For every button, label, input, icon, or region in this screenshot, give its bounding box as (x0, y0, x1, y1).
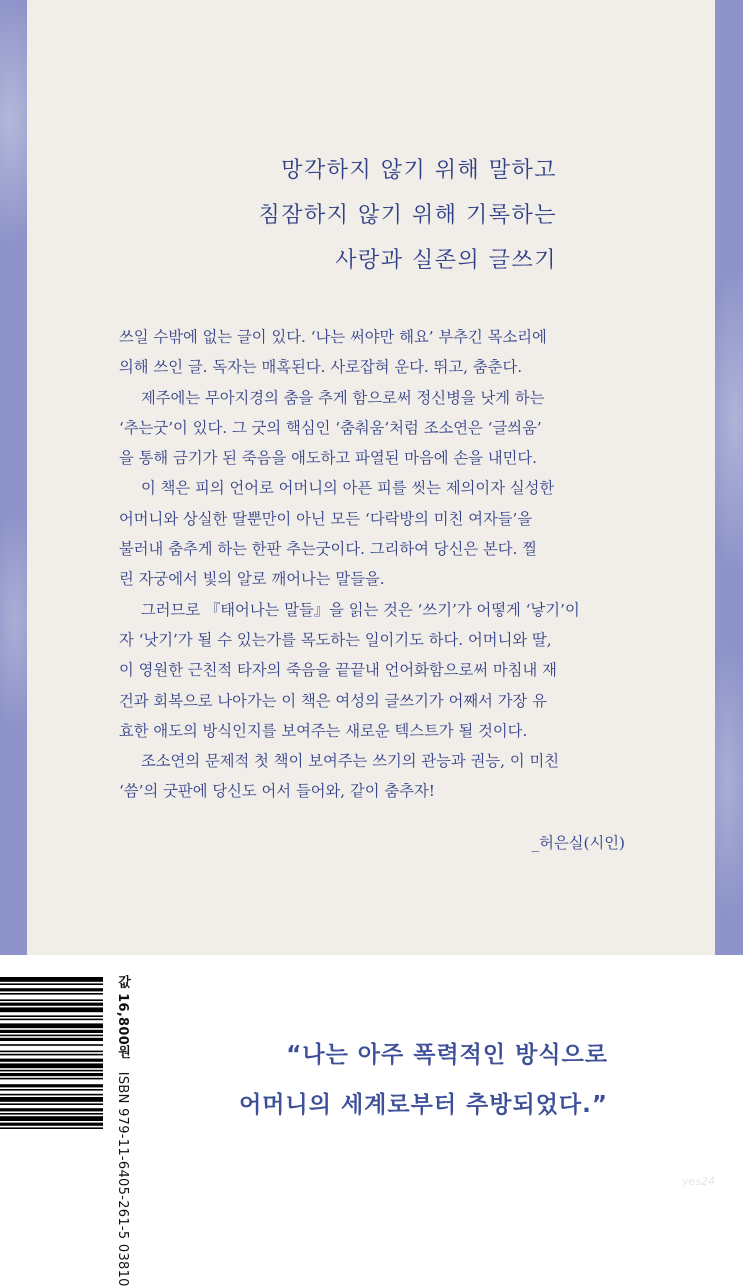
barcode-bar (0, 1123, 103, 1126)
blurb-line: 의해 쓰인 글. 독자는 매혹된다. 사로잡혀 운다. 뛰고, 춤춘다. (119, 358, 523, 377)
barcode-bar (0, 1063, 103, 1068)
blurb-line: 을 통해 금기가 된 죽음을 애도하고 파열된 마음에 손을 내민다. (119, 449, 538, 468)
blurb-line: ‘씀’의 굿판에 당신도 어서 들어와, 같이 춤추자! (119, 782, 435, 801)
barcode-bar (0, 1127, 103, 1129)
headline-line: 망각하지 않기 위해 말하고 (281, 158, 557, 183)
barcode-bar (0, 1030, 103, 1033)
barcode-bar (0, 1073, 103, 1076)
blurb-line: 효한 애도의 방식인지를 보여주는 새로운 텍스트가 될 것이다. (119, 721, 528, 740)
blurb-line: 린 자궁에서 빛의 알로 깨어나는 말들을. (119, 570, 385, 589)
barcode-bar (0, 1059, 103, 1062)
pull-quote-line: “나는 아주 폭력적인 방식으로 (286, 1042, 608, 1068)
blurb-text (119, 322, 607, 807)
barcode-bar (0, 1097, 103, 1102)
blurb-line: 이 영원한 근친적 타자의 죽음을 끝끝내 언어화함으로써 마침내 재 (119, 661, 557, 680)
blurb-line: 그러므로 『태어나는 말들』을 읽는 것은 ‘쓰기’가 어떻게 ‘낳기’이 (141, 600, 580, 619)
blurb-line: 제주에는 무아지경의 춤을 추게 함으로써 정신병을 낫게 하는 (141, 388, 545, 407)
barcode-bar (0, 1038, 103, 1041)
blurb-line: 자 ‘낫기’가 될 수 있는가를 목도하는 일이기도 하다. 어머니와 딸, (119, 630, 552, 649)
barcode-bar (0, 1007, 103, 1012)
barcode-bar (0, 1084, 103, 1087)
barcode-bar (0, 1116, 103, 1121)
barcode-bar (0, 1103, 103, 1105)
barcode-bar (0, 1015, 103, 1017)
barcode-icon (0, 975, 103, 1180)
barcode-bar (0, 1051, 103, 1053)
barcode-bar (0, 1035, 103, 1037)
headline-line: 침잠하지 않기 위해 기록하는 (258, 203, 557, 228)
barcode-bar (0, 1113, 103, 1115)
blurb-line: 어머니와 상실한 딸뿐만이 아닌 모든 ‘다락방의 미친 여자들’을 (119, 509, 533, 528)
headline (258, 148, 557, 283)
attribution: _허은실(시인) (531, 834, 625, 852)
barcode-bar (0, 1023, 103, 1028)
barcode-bar (0, 1019, 103, 1021)
pull-quote (239, 1030, 608, 1130)
barcode-bar (0, 1078, 103, 1080)
blurb-line: 쓰일 수밖에 없는 글이 있다. ‘나는 써야만 해요’ 부추긴 목소리에 (119, 328, 547, 346)
barcode-bar (0, 1094, 103, 1096)
barcode-bar (0, 1044, 103, 1046)
barcode-bar (0, 1108, 103, 1111)
pull-quote-line: 어머니의 세계로부터 추방되었다.” (239, 1092, 608, 1118)
barcode-bar (0, 1003, 103, 1006)
blurb-line: 이 책은 피의 언어로 어머니의 아픈 피를 씻는 제의이자 실성한 (141, 479, 555, 498)
barcode-bar (0, 988, 103, 991)
barcode-bar (0, 1089, 103, 1091)
blurb-line: 조소연의 문제적 첫 책이 보여주는 쓰기의 관능과 권능, 이 미친 (141, 752, 560, 771)
headline-line: 사랑과 실존의 글쓰기 (335, 248, 557, 273)
blurb-line: ‘추는굿’이 있다. 그 굿의 핵심인 ‘춤춰움’처럼 조소연은 ‘글씌움’ (119, 418, 542, 437)
blurb-line: 건과 회복으로 나아가는 이 책은 여성의 글쓰기가 어째서 가장 유 (119, 691, 547, 710)
barcode-bar (0, 1070, 103, 1072)
barcode-bar (0, 1054, 103, 1056)
barcode-bar (0, 993, 103, 995)
isbn-label: ISBN 979-11-6405-261-5 03810 (115, 1071, 130, 1287)
barcode-bar (0, 983, 103, 985)
price-isbn-block (112, 975, 132, 1287)
barcode-bar (0, 999, 103, 1001)
barcode-bar (0, 977, 103, 982)
watermark-logo: yes24 (682, 1175, 716, 1188)
price-label: 값 16,800원 (115, 975, 130, 1059)
blurb-line: 불러내 춤추게 하는 한판 추는굿이다. 그리하여 당신은 본다. 찔 (119, 540, 538, 559)
